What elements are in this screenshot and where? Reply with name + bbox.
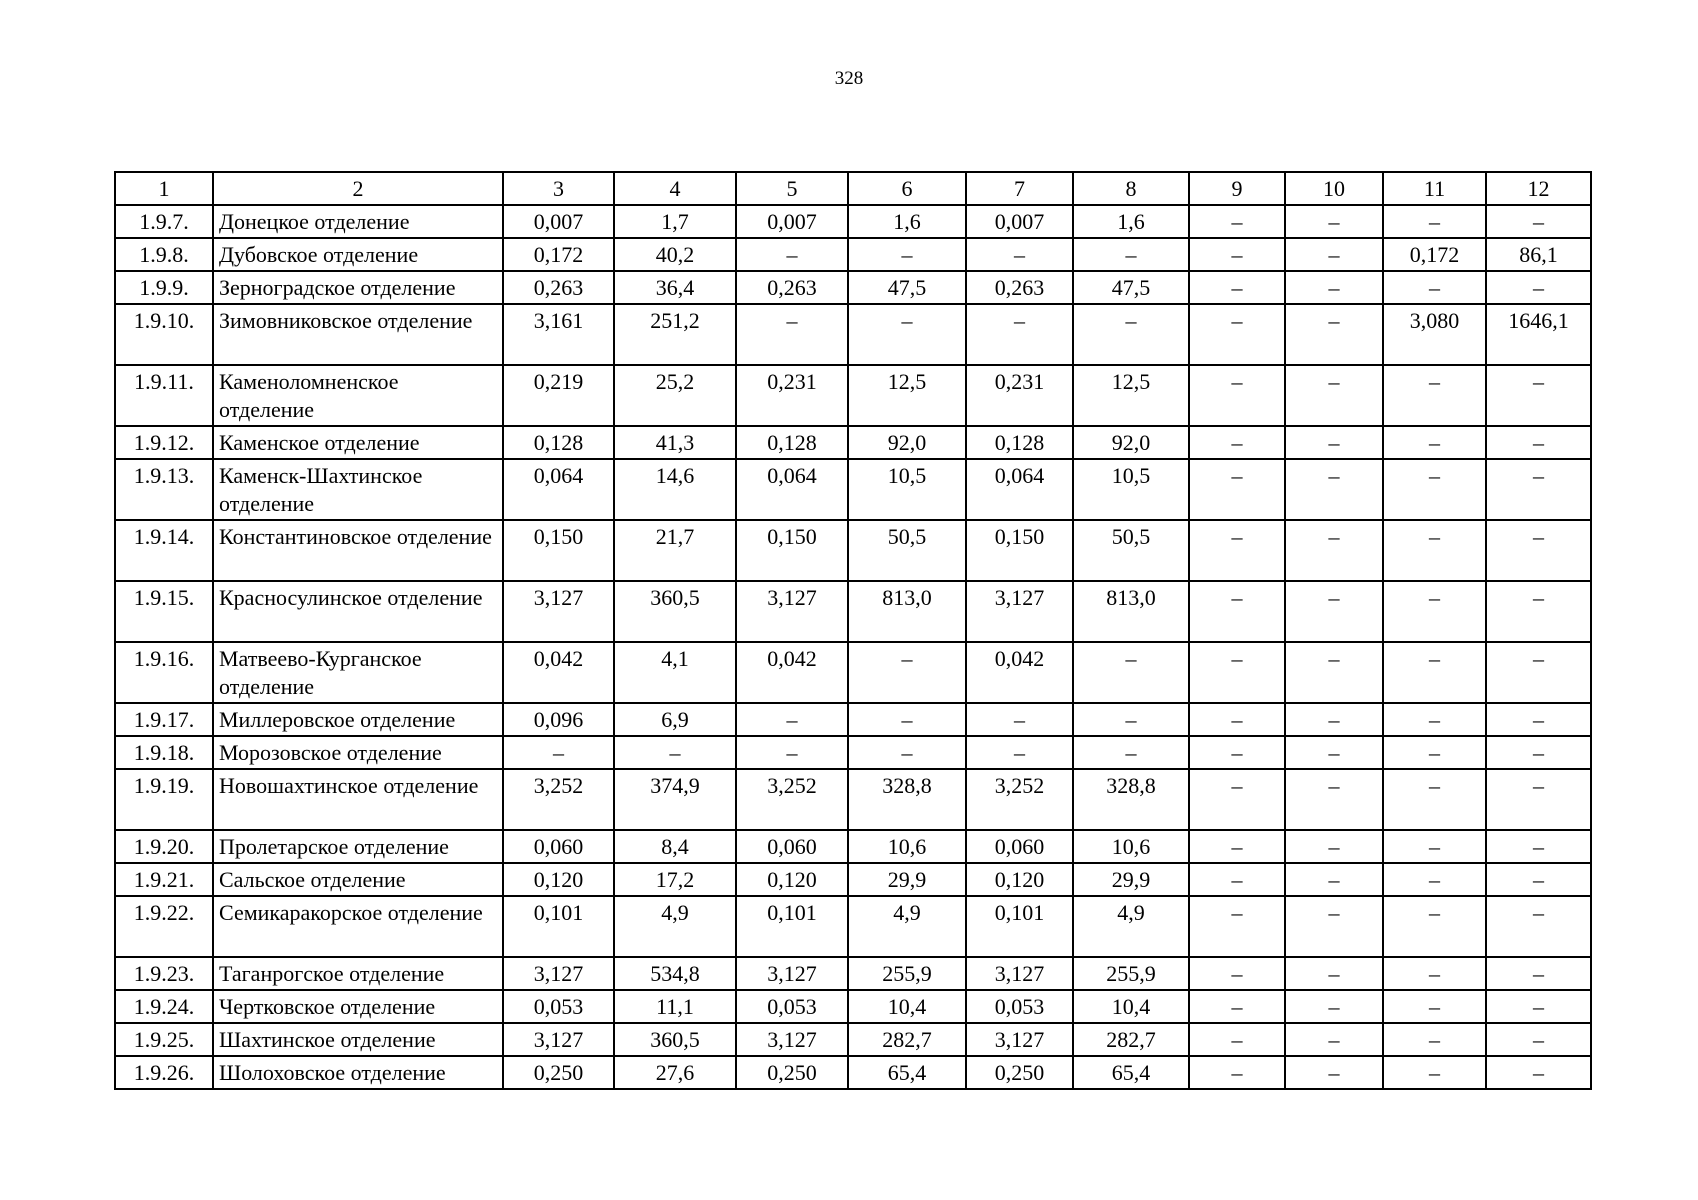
column-header: 4 xyxy=(614,172,736,205)
value-cell: – xyxy=(736,703,848,736)
value-cell: 3,252 xyxy=(503,769,614,830)
value-cell: – xyxy=(1285,703,1383,736)
column-header: 1 xyxy=(115,172,213,205)
row-number-cell: 1.9.13. xyxy=(115,459,213,520)
column-header: 8 xyxy=(1073,172,1189,205)
value-cell: – xyxy=(1189,426,1285,459)
value-cell: – xyxy=(736,304,848,365)
value-cell: – xyxy=(1073,736,1189,769)
value-cell: 374,9 xyxy=(614,769,736,830)
value-cell: 3,161 xyxy=(503,304,614,365)
value-cell: – xyxy=(1285,365,1383,426)
value-cell: – xyxy=(1189,271,1285,304)
value-cell: 3,252 xyxy=(736,769,848,830)
value-cell: – xyxy=(1383,642,1486,703)
value-cell: – xyxy=(1285,736,1383,769)
department-name-cell: Миллеровское отделение xyxy=(213,703,503,736)
department-name-cell: Пролетарское отделение xyxy=(213,830,503,863)
value-cell: 12,5 xyxy=(1073,365,1189,426)
value-cell: – xyxy=(1383,990,1486,1023)
table-row xyxy=(115,304,1591,365)
value-cell: 3,127 xyxy=(503,957,614,990)
value-cell: 11,1 xyxy=(614,990,736,1023)
table-row xyxy=(115,863,1591,896)
department-name-cell: Красносулинское отделение xyxy=(213,581,503,642)
value-cell: – xyxy=(1383,863,1486,896)
value-cell: 86,1 xyxy=(1486,238,1591,271)
value-cell: – xyxy=(1383,1023,1486,1056)
value-cell: – xyxy=(1486,271,1591,304)
value-cell: 255,9 xyxy=(848,957,966,990)
value-cell: 0,250 xyxy=(503,1056,614,1089)
value-cell: – xyxy=(966,304,1073,365)
value-cell: – xyxy=(966,703,1073,736)
value-cell: – xyxy=(736,736,848,769)
value-cell: – xyxy=(1285,990,1383,1023)
value-cell: 4,9 xyxy=(614,896,736,957)
value-cell: – xyxy=(1383,957,1486,990)
row-number-cell: 1.9.18. xyxy=(115,736,213,769)
department-name-cell: Каменск-Шахтинское отделение xyxy=(213,459,503,520)
value-cell: – xyxy=(1285,520,1383,581)
value-cell: 0,007 xyxy=(736,205,848,238)
value-cell: 1,7 xyxy=(614,205,736,238)
department-name-cell: Каменское отделение xyxy=(213,426,503,459)
value-cell: 0,101 xyxy=(503,896,614,957)
value-cell: 0,128 xyxy=(736,426,848,459)
value-cell: 251,2 xyxy=(614,304,736,365)
value-cell: – xyxy=(848,736,966,769)
value-cell: – xyxy=(1189,642,1285,703)
value-cell: 3,127 xyxy=(736,957,848,990)
value-cell: – xyxy=(1285,304,1383,365)
value-cell: 328,8 xyxy=(1073,769,1189,830)
department-name-cell: Новошахтинское отделение xyxy=(213,769,503,830)
table-header-row xyxy=(115,172,1591,205)
value-cell: 0,172 xyxy=(1383,238,1486,271)
value-cell: – xyxy=(848,642,966,703)
value-cell: – xyxy=(1285,271,1383,304)
value-cell: 0,150 xyxy=(503,520,614,581)
row-number-cell: 1.9.23. xyxy=(115,957,213,990)
column-header: 11 xyxy=(1383,172,1486,205)
value-cell: – xyxy=(1285,459,1383,520)
department-name-cell: Дубовское отделение xyxy=(213,238,503,271)
value-cell: – xyxy=(1383,520,1486,581)
value-cell: 10,5 xyxy=(848,459,966,520)
value-cell: – xyxy=(1189,459,1285,520)
column-header: 12 xyxy=(1486,172,1591,205)
department-name-cell: Шахтинское отделение xyxy=(213,1023,503,1056)
value-cell: 3,127 xyxy=(503,1023,614,1056)
table-row xyxy=(115,736,1591,769)
value-cell: 3,252 xyxy=(966,769,1073,830)
value-cell: – xyxy=(1486,830,1591,863)
value-cell: – xyxy=(1486,990,1591,1023)
value-cell: – xyxy=(503,736,614,769)
value-cell: – xyxy=(1383,769,1486,830)
value-cell: 3,127 xyxy=(966,581,1073,642)
value-cell: 0,064 xyxy=(503,459,614,520)
value-cell: 47,5 xyxy=(1073,271,1189,304)
value-cell: – xyxy=(1189,957,1285,990)
value-cell: – xyxy=(1486,205,1591,238)
value-cell: 0,053 xyxy=(966,990,1073,1023)
row-number-cell: 1.9.16. xyxy=(115,642,213,703)
value-cell: – xyxy=(1486,520,1591,581)
value-cell: – xyxy=(848,703,966,736)
value-cell: – xyxy=(1486,426,1591,459)
value-cell: 0,231 xyxy=(966,365,1073,426)
table-row xyxy=(115,238,1591,271)
value-cell: – xyxy=(1285,769,1383,830)
table-row xyxy=(115,459,1591,520)
value-cell: 813,0 xyxy=(848,581,966,642)
value-cell: 10,4 xyxy=(848,990,966,1023)
table-row xyxy=(115,830,1591,863)
value-cell: 0,060 xyxy=(966,830,1073,863)
value-cell: 41,3 xyxy=(614,426,736,459)
value-cell: – xyxy=(1189,990,1285,1023)
table-row xyxy=(115,957,1591,990)
value-cell: 0,219 xyxy=(503,365,614,426)
value-cell: 65,4 xyxy=(1073,1056,1189,1089)
column-header: 6 xyxy=(848,172,966,205)
value-cell: – xyxy=(1189,581,1285,642)
table-row xyxy=(115,205,1591,238)
value-cell: 27,6 xyxy=(614,1056,736,1089)
value-cell: 0,120 xyxy=(966,863,1073,896)
value-cell: – xyxy=(1189,520,1285,581)
value-cell: 10,5 xyxy=(1073,459,1189,520)
value-cell: 0,101 xyxy=(736,896,848,957)
value-cell: – xyxy=(1073,703,1189,736)
value-cell: 0,128 xyxy=(503,426,614,459)
value-cell: – xyxy=(1285,1056,1383,1089)
value-cell: 813,0 xyxy=(1073,581,1189,642)
department-name-cell: Шолоховское отделение xyxy=(213,1056,503,1089)
value-cell: – xyxy=(1285,581,1383,642)
table-row xyxy=(115,426,1591,459)
value-cell: 4,1 xyxy=(614,642,736,703)
department-name-cell: Зимовниковское отделение xyxy=(213,304,503,365)
table-row xyxy=(115,703,1591,736)
value-cell: – xyxy=(1486,1056,1591,1089)
value-cell: – xyxy=(1285,896,1383,957)
row-number-cell: 1.9.22. xyxy=(115,896,213,957)
value-cell: 0,064 xyxy=(966,459,1073,520)
value-cell: 0,101 xyxy=(966,896,1073,957)
value-cell: – xyxy=(1285,1023,1383,1056)
value-cell: 0,060 xyxy=(503,830,614,863)
value-cell: – xyxy=(1383,205,1486,238)
value-cell: 92,0 xyxy=(848,426,966,459)
value-cell: – xyxy=(848,304,966,365)
value-cell: 0,231 xyxy=(736,365,848,426)
value-cell: 360,5 xyxy=(614,1023,736,1056)
department-name-cell: Семикаракорское отделение xyxy=(213,896,503,957)
value-cell: 360,5 xyxy=(614,581,736,642)
department-name-cell: Константиновское отделение xyxy=(213,520,503,581)
table-row xyxy=(115,642,1591,703)
value-cell: – xyxy=(1383,271,1486,304)
value-cell: – xyxy=(1285,957,1383,990)
value-cell: – xyxy=(614,736,736,769)
value-cell: – xyxy=(1486,736,1591,769)
row-number-cell: 1.9.12. xyxy=(115,426,213,459)
value-cell: 0,064 xyxy=(736,459,848,520)
value-cell: 0,007 xyxy=(966,205,1073,238)
row-number-cell: 1.9.19. xyxy=(115,769,213,830)
value-cell: – xyxy=(1486,365,1591,426)
value-cell: – xyxy=(1486,1023,1591,1056)
value-cell: 0,150 xyxy=(736,520,848,581)
value-cell: – xyxy=(1189,304,1285,365)
value-cell: 0,042 xyxy=(966,642,1073,703)
department-name-cell: Донецкое отделение xyxy=(213,205,503,238)
value-cell: 65,4 xyxy=(848,1056,966,1089)
value-cell: 17,2 xyxy=(614,863,736,896)
department-name-cell: Таганрогское отделение xyxy=(213,957,503,990)
row-number-cell: 1.9.8. xyxy=(115,238,213,271)
table-row xyxy=(115,1056,1591,1089)
value-cell: – xyxy=(1285,863,1383,896)
value-cell: – xyxy=(1383,426,1486,459)
value-cell: 10,4 xyxy=(1073,990,1189,1023)
value-cell: 50,5 xyxy=(848,520,966,581)
table-row xyxy=(115,365,1591,426)
value-cell: 50,5 xyxy=(1073,520,1189,581)
value-cell: – xyxy=(1285,238,1383,271)
value-cell: 0,128 xyxy=(966,426,1073,459)
value-cell: – xyxy=(1189,736,1285,769)
value-cell: 0,250 xyxy=(736,1056,848,1089)
value-cell: 3,127 xyxy=(736,1023,848,1056)
column-header: 3 xyxy=(503,172,614,205)
page-number: 328 xyxy=(834,68,864,89)
value-cell: 36,4 xyxy=(614,271,736,304)
value-cell: 0,060 xyxy=(736,830,848,863)
department-name-cell: Матвеево-Курганское отделение xyxy=(213,642,503,703)
value-cell: 0,263 xyxy=(966,271,1073,304)
value-cell: – xyxy=(1189,769,1285,830)
value-cell: – xyxy=(1486,896,1591,957)
value-cell: 534,8 xyxy=(614,957,736,990)
value-cell: – xyxy=(1383,736,1486,769)
value-cell: – xyxy=(1285,642,1383,703)
department-name-cell: Морозовское отделение xyxy=(213,736,503,769)
department-name-cell: Каменоломненское отделение xyxy=(213,365,503,426)
value-cell: 255,9 xyxy=(1073,957,1189,990)
value-cell: 4,9 xyxy=(848,896,966,957)
value-cell: 25,2 xyxy=(614,365,736,426)
value-cell: 328,8 xyxy=(848,769,966,830)
value-cell: 12,5 xyxy=(848,365,966,426)
row-number-cell: 1.9.26. xyxy=(115,1056,213,1089)
value-cell: 8,4 xyxy=(614,830,736,863)
value-cell: – xyxy=(1285,205,1383,238)
value-cell: 0,263 xyxy=(736,271,848,304)
value-cell: 0,250 xyxy=(966,1056,1073,1089)
row-number-cell: 1.9.20. xyxy=(115,830,213,863)
value-cell: – xyxy=(1189,863,1285,896)
table-row xyxy=(115,896,1591,957)
department-name-cell: Чертковское отделение xyxy=(213,990,503,1023)
value-cell: 282,7 xyxy=(1073,1023,1189,1056)
value-cell: – xyxy=(1486,459,1591,520)
value-cell: 0,053 xyxy=(503,990,614,1023)
value-cell: – xyxy=(1383,703,1486,736)
row-number-cell: 1.9.11. xyxy=(115,365,213,426)
row-number-cell: 1.9.17. xyxy=(115,703,213,736)
value-cell: 0,007 xyxy=(503,205,614,238)
value-cell: – xyxy=(1383,896,1486,957)
value-cell: 0,120 xyxy=(503,863,614,896)
value-cell: 3,080 xyxy=(1383,304,1486,365)
value-cell: – xyxy=(1486,863,1591,896)
value-cell: 29,9 xyxy=(1073,863,1189,896)
value-cell: – xyxy=(1189,1023,1285,1056)
row-number-cell: 1.9.9. xyxy=(115,271,213,304)
row-number-cell: 1.9.24. xyxy=(115,990,213,1023)
table-row xyxy=(115,520,1591,581)
value-cell: 10,6 xyxy=(1073,830,1189,863)
table-row xyxy=(115,581,1591,642)
value-cell: – xyxy=(1285,830,1383,863)
department-name-cell: Сальское отделение xyxy=(213,863,503,896)
value-cell: – xyxy=(1383,365,1486,426)
table-row xyxy=(115,271,1591,304)
value-cell: 1,6 xyxy=(1073,205,1189,238)
value-cell: – xyxy=(1189,205,1285,238)
value-cell: – xyxy=(1189,896,1285,957)
value-cell: 21,7 xyxy=(614,520,736,581)
value-cell: – xyxy=(1486,703,1591,736)
value-cell: – xyxy=(1189,1056,1285,1089)
row-number-cell: 1.9.15. xyxy=(115,581,213,642)
value-cell: – xyxy=(1285,426,1383,459)
value-cell: – xyxy=(1486,642,1591,703)
value-cell: 0,096 xyxy=(503,703,614,736)
column-header: 2 xyxy=(213,172,503,205)
row-number-cell: 1.9.7. xyxy=(115,205,213,238)
table-row xyxy=(115,1023,1591,1056)
value-cell: – xyxy=(1383,1056,1486,1089)
value-cell: – xyxy=(1073,304,1189,365)
column-header: 5 xyxy=(736,172,848,205)
value-cell: 0,120 xyxy=(736,863,848,896)
value-cell: 0,053 xyxy=(736,990,848,1023)
value-cell: 4,9 xyxy=(1073,896,1189,957)
department-name-cell: Зерноградское отделение xyxy=(213,271,503,304)
value-cell: 14,6 xyxy=(614,459,736,520)
value-cell: 92,0 xyxy=(1073,426,1189,459)
column-header: 10 xyxy=(1285,172,1383,205)
row-number-cell: 1.9.25. xyxy=(115,1023,213,1056)
value-cell: – xyxy=(1383,581,1486,642)
value-cell: – xyxy=(1189,365,1285,426)
value-cell: – xyxy=(1383,830,1486,863)
value-cell: 3,127 xyxy=(966,1023,1073,1056)
column-header: 7 xyxy=(966,172,1073,205)
value-cell: – xyxy=(966,238,1073,271)
value-cell: – xyxy=(1073,238,1189,271)
value-cell: 10,6 xyxy=(848,830,966,863)
value-cell: 6,9 xyxy=(614,703,736,736)
value-cell: 0,172 xyxy=(503,238,614,271)
value-cell: 0,042 xyxy=(503,642,614,703)
value-cell: – xyxy=(966,736,1073,769)
row-number-cell: 1.9.21. xyxy=(115,863,213,896)
value-cell: – xyxy=(848,238,966,271)
value-cell: – xyxy=(1189,830,1285,863)
row-number-cell: 1.9.14. xyxy=(115,520,213,581)
value-cell: 29,9 xyxy=(848,863,966,896)
value-cell: – xyxy=(1189,703,1285,736)
value-cell: 282,7 xyxy=(848,1023,966,1056)
column-header: 9 xyxy=(1189,172,1285,205)
value-cell: 0,042 xyxy=(736,642,848,703)
value-cell: 40,2 xyxy=(614,238,736,271)
value-cell: 0,263 xyxy=(503,271,614,304)
table-row xyxy=(115,990,1591,1023)
value-cell: – xyxy=(736,238,848,271)
value-cell: 0,150 xyxy=(966,520,1073,581)
value-cell: – xyxy=(1486,957,1591,990)
value-cell: 3,127 xyxy=(503,581,614,642)
value-cell: 3,127 xyxy=(966,957,1073,990)
table-row xyxy=(115,769,1591,830)
value-cell: 3,127 xyxy=(736,581,848,642)
value-cell: 47,5 xyxy=(848,271,966,304)
value-cell: – xyxy=(1486,769,1591,830)
row-number-cell: 1.9.10. xyxy=(115,304,213,365)
data-table xyxy=(114,171,1592,1090)
value-cell: – xyxy=(1189,238,1285,271)
value-cell: – xyxy=(1486,581,1591,642)
value-cell: 1,6 xyxy=(848,205,966,238)
value-cell: 1646,1 xyxy=(1486,304,1591,365)
value-cell: – xyxy=(1383,459,1486,520)
value-cell: – xyxy=(1073,642,1189,703)
